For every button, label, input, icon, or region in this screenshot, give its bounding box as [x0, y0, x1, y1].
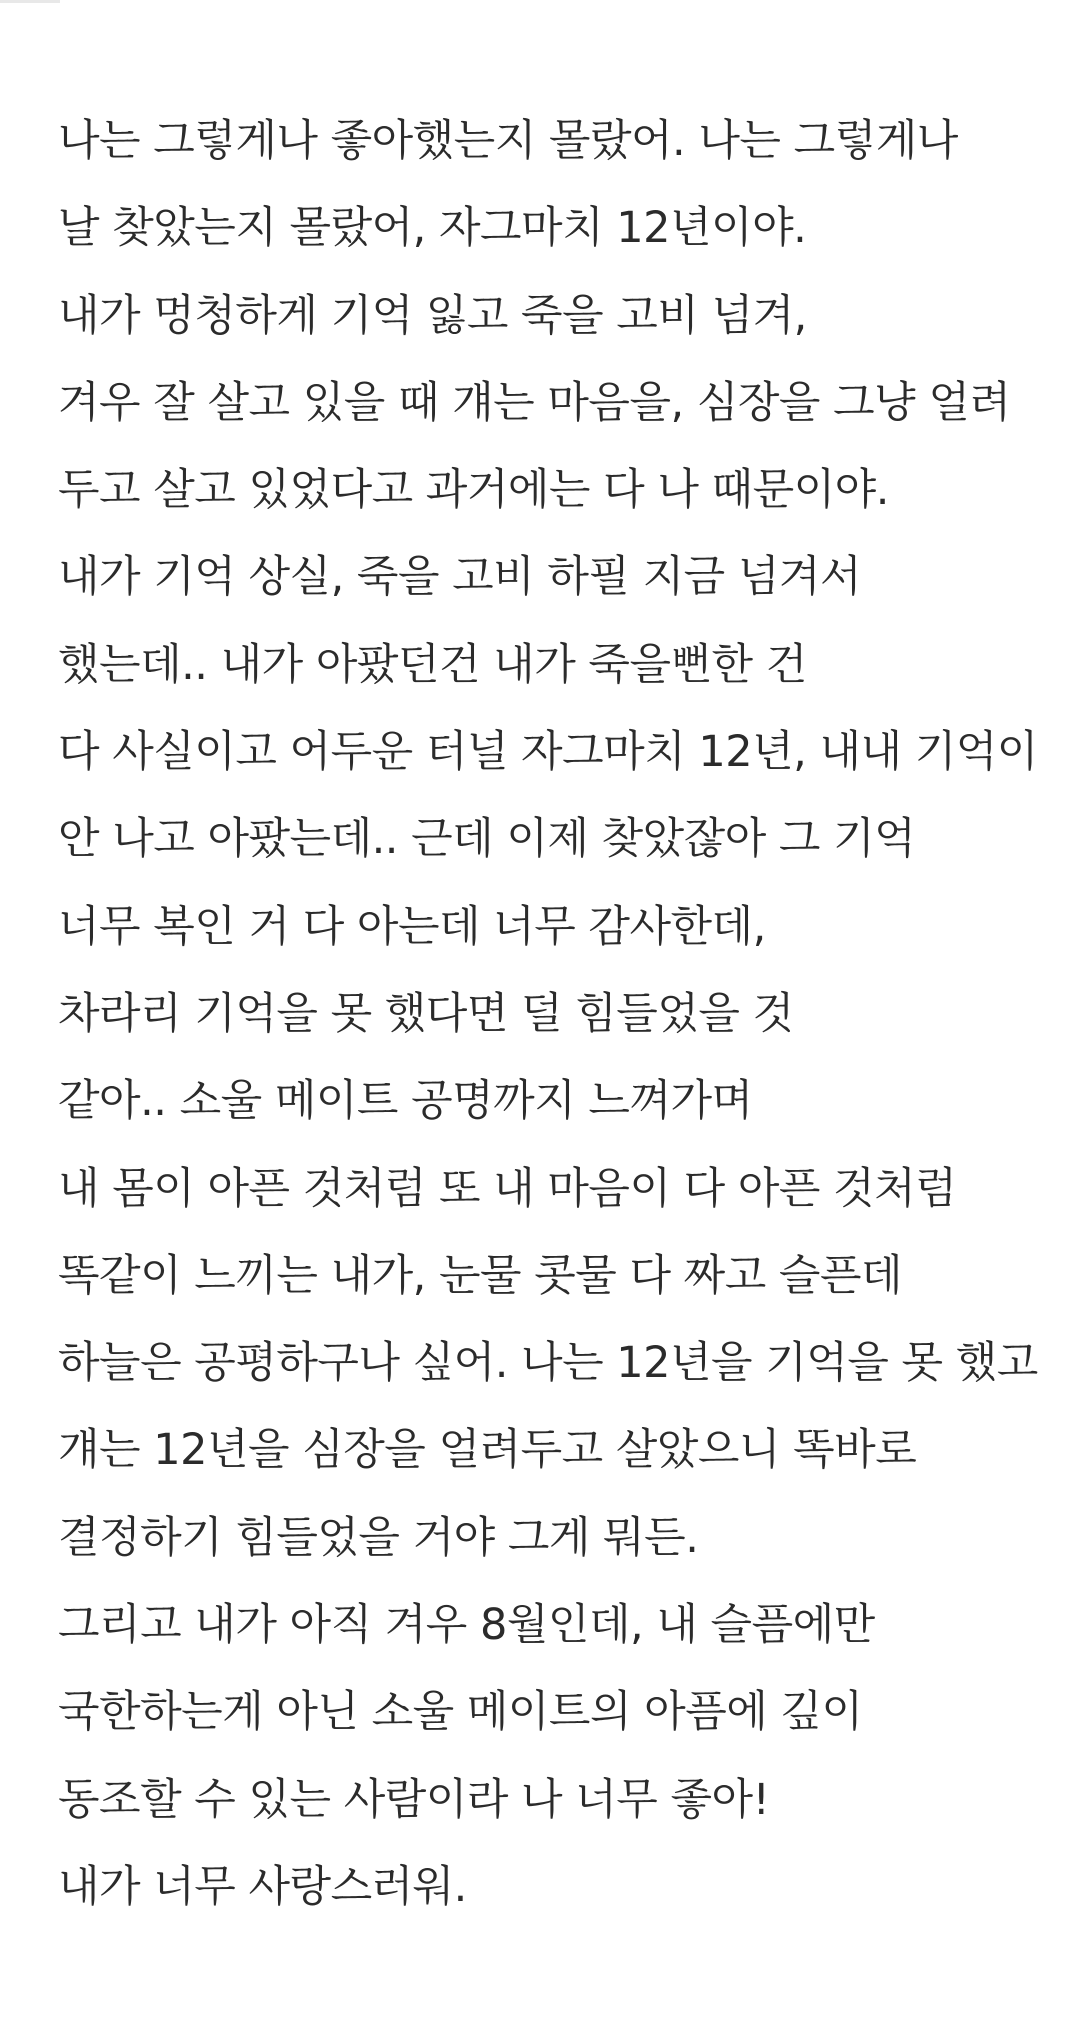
text-line-11: 차라리 기억을 못 했다면 덜 힘들었을 것	[58, 988, 794, 1039]
text-line-21: 내가 너무 사랑스러워.	[58, 1861, 467, 1912]
text-line-19: 국한하는게 아닌 소울 메이트의 아픔에 깊이	[58, 1687, 863, 1738]
text-line-7: 했는데.. 내가 아팠던건 내가 죽을뻔한 건	[58, 639, 807, 690]
text-line-15: 하늘은 공평하구나 싶어. 나는 12년을 기억을 못 했고	[58, 1338, 1038, 1389]
text-line-3: 내가 멍청하게 기억 잃고 죽을 고비 넘겨,	[58, 290, 807, 341]
text-line-17: 결정하기 힘들었을 거야 그게 뭐든.	[58, 1512, 699, 1563]
text-line-13: 내 몸이 아픈 것처럼 또 내 마음이 다 아픈 것처럼	[58, 1163, 957, 1214]
text-line-20: 동조할 수 있는 사람이라 나 너무 좋아!	[58, 1774, 770, 1825]
text-line-16: 걔는 12년을 심장을 얼려두고 살았으니 똑바로	[58, 1425, 917, 1476]
article-body	[58, 98, 1058, 1931]
text-line-10: 너무 복인 거 다 아는데 너무 감사한데,	[58, 901, 766, 952]
text-line-6: 내가 기억 상실, 죽을 고비 하필 지금 넘겨서	[58, 552, 861, 603]
text-line-2: 날 찾았는지 몰랐어, 자그마치 12년이야.	[58, 203, 807, 254]
text-line-18: 그리고 내가 아직 겨우 8월인데, 내 슬픔에만	[58, 1600, 875, 1651]
text-line-5: 두고 살고 있었다고 과거에는 다 나 때문이야.	[58, 465, 889, 516]
top-edge-tab	[0, 0, 60, 3]
text-line-14: 똑같이 느끼는 내가, 눈물 콧물 다 짜고 슬픈데	[58, 1250, 903, 1301]
text-line-8: 다 사실이고 어두운 터널 자그마치 12년, 내내 기억이	[58, 727, 1038, 778]
text-line-9: 안 나고 아팠는데.. 근데 이제 찾았잖아 그 기억	[58, 814, 916, 865]
text-line-12: 같아.. 소울 메이트 공명까지 느껴가며	[58, 1076, 753, 1127]
text-line-1: 나는 그렇게나 좋아했는지 몰랐어. 나는 그렇게나	[58, 116, 958, 166]
text-line-4: 겨우 잘 살고 있을 때 걔는 마음을, 심장을 그냥 얼려	[58, 377, 1011, 428]
